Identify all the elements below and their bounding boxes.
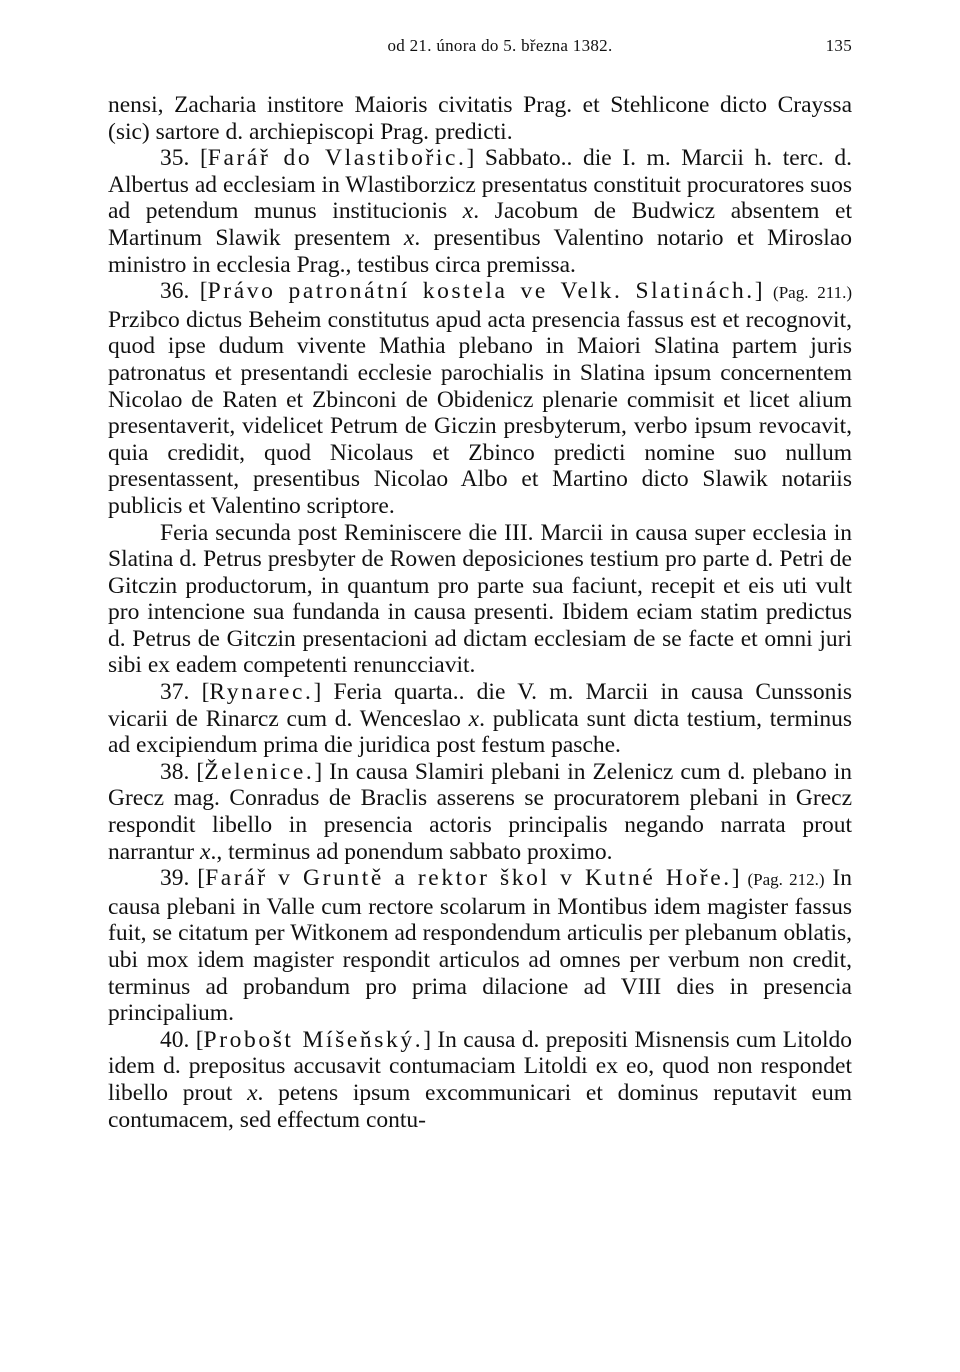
text-segment: nensi, Zacharia institore Maioris civitatis Prag. et Stehlicone dicto Crayssa (sic) sartore d. archiepiscopi Prag. predicti. — [108, 92, 852, 145]
text-segment: ] In causa Slamiri plebani in Zelenicz cum d. plebano in Grecz mag. Conradus de Braclis asserens se procuratorem plebani in Grecz respondit libello in presencia actoris principalis negando narrata prout narrantur — [108, 758, 852, 865]
text-segment: ] In causa d. prepositi Misnensis cum Litoldo idem d. prepositus accusavit contumaciam Litoldi ex eo, quod non respondet libello prout — [108, 1026, 852, 1106]
text-segment: ] — [754, 278, 774, 305]
entry-heading: Želenice. — [204, 758, 315, 785]
text-segment: . presentibus Valentino notario et Miroslao ministro in ecclesia Prag., testibus circa premissa. — [108, 224, 852, 278]
entry-heading: Rynarec. — [209, 679, 314, 706]
italic-abbreviation: x — [403, 224, 415, 251]
text-segment: Feria secunda post Reminiscere die III. Marcii in causa super ecclesia in Slatina d. Petrus presbyter de Rowen deposiciones testium pro parte d. Petri de Gitczin productorum, in quantum pro parte sua faciunt, recepit et eis uti vult pro intencione sua fundanda in causa presenti. Ibidem eciam statim predictus d. Petrus de Gitczin presentacioni ad dictam ecclesiam de se facte et omni juri sibi ex eadem competenti renuncciavit. — [108, 519, 852, 679]
entry-40 — [108, 1027, 852, 1133]
text-segment: ] — [731, 865, 748, 892]
italic-abbreviation: x — [468, 705, 480, 732]
page-reference: (Pag. 212.) — [747, 870, 825, 890]
text-segment: In causa plebani in Valle cum rectore scolarum in Montibus idem magister fassus fuit, se citatum per Witkonem ad respondendum articulis per plebanum oblatis, ubi mox idem magister respondit articulos ad omnes per verbum non credit, terminus ad probandum pro prima dilacione ad VIII dies in presencia principalium. — [108, 865, 853, 1027]
page-reference: (Pag. 211.) — [773, 283, 853, 303]
italic-abbreviation: x — [200, 838, 211, 865]
text-segment: . Jacobum de Budwicz absentem et Martinum Slawik presentem — [108, 198, 852, 251]
page-number: 135 — [825, 36, 852, 55]
text-segment: ., terminus ad ponendum sabbato proximo. — [210, 838, 613, 865]
entry-35 — [108, 145, 852, 278]
text-segment: ] Feria quarta.. die V. m. Marcii in causa Cunssonis vicarii de Rinarcz cum d. Wenceslao — [108, 679, 852, 732]
paragraph-feria-secunda — [108, 520, 852, 680]
entry-37 — [108, 679, 852, 759]
text-segment: 40. [ — [160, 1026, 204, 1053]
text-segment: Przibco dictus Beheim constitutus apud acta presencia fassus est et recognovit, quod ipse dudum vivente Mathia plebano in Maiori Slatina partem juris patronatus et presentandi ecclesie parochialis in Slatina ipsum concernentem Nicolao de Raten et Zbinconi de Obidenicz plenarie commisit et licet alium presentaverit, videlicet Petrum de Giczin presbyterum, verbo ipsum revocavit, quia credidit, quod Nicolaus et Zbinco predicti nomine suo nullum presentassent, presentibus Nicolao Albo et Martino dicto Slawik notariis publicis et Valentino scriptore. — [108, 306, 852, 519]
running-header — [108, 36, 852, 62]
entry-heading: Probošt Míšeňský. — [203, 1026, 424, 1053]
paragraph-continuation — [108, 92, 852, 145]
running-title: od 21. února do 5. března 1382. — [387, 36, 613, 55]
entry-heading: Právo patronátní kostela ve Velk. Slatinách. — [207, 278, 755, 305]
entry-38 — [108, 759, 852, 865]
entry-36 — [108, 278, 852, 519]
text-segment: 35. [ — [160, 145, 208, 172]
text-segment: ] Sabbato.. die I. m. Marcii h. terc. d. Albertus ad ecclesiam in Wlastiborzicz presentatus constituit procuratores suos ad petendum munus institucionis — [108, 145, 852, 225]
text-segment: 38. [ — [160, 758, 205, 785]
text-segment: 36. [ — [160, 278, 208, 305]
entry-39 — [108, 865, 852, 1027]
text-segment: 37. [ — [160, 679, 210, 706]
italic-abbreviation: x — [247, 1079, 258, 1106]
text-segment: . publicata sunt dicta testium, terminus ad excipiendum prima die juridica post festum pasche. — [108, 705, 852, 759]
body-text — [108, 92, 852, 1133]
entry-heading: Farář do Vlastibořic. — [207, 145, 467, 172]
italic-abbreviation: x — [462, 198, 474, 225]
text-segment: . petens ipsum excommunicari et dominus reputavit eum contumacem, sed effectum contu- — [108, 1079, 852, 1133]
entry-heading: Farář v Gruntě a rektor škol v Kutné Hoře. — [205, 865, 732, 892]
text-segment: 39. [ — [160, 865, 206, 892]
